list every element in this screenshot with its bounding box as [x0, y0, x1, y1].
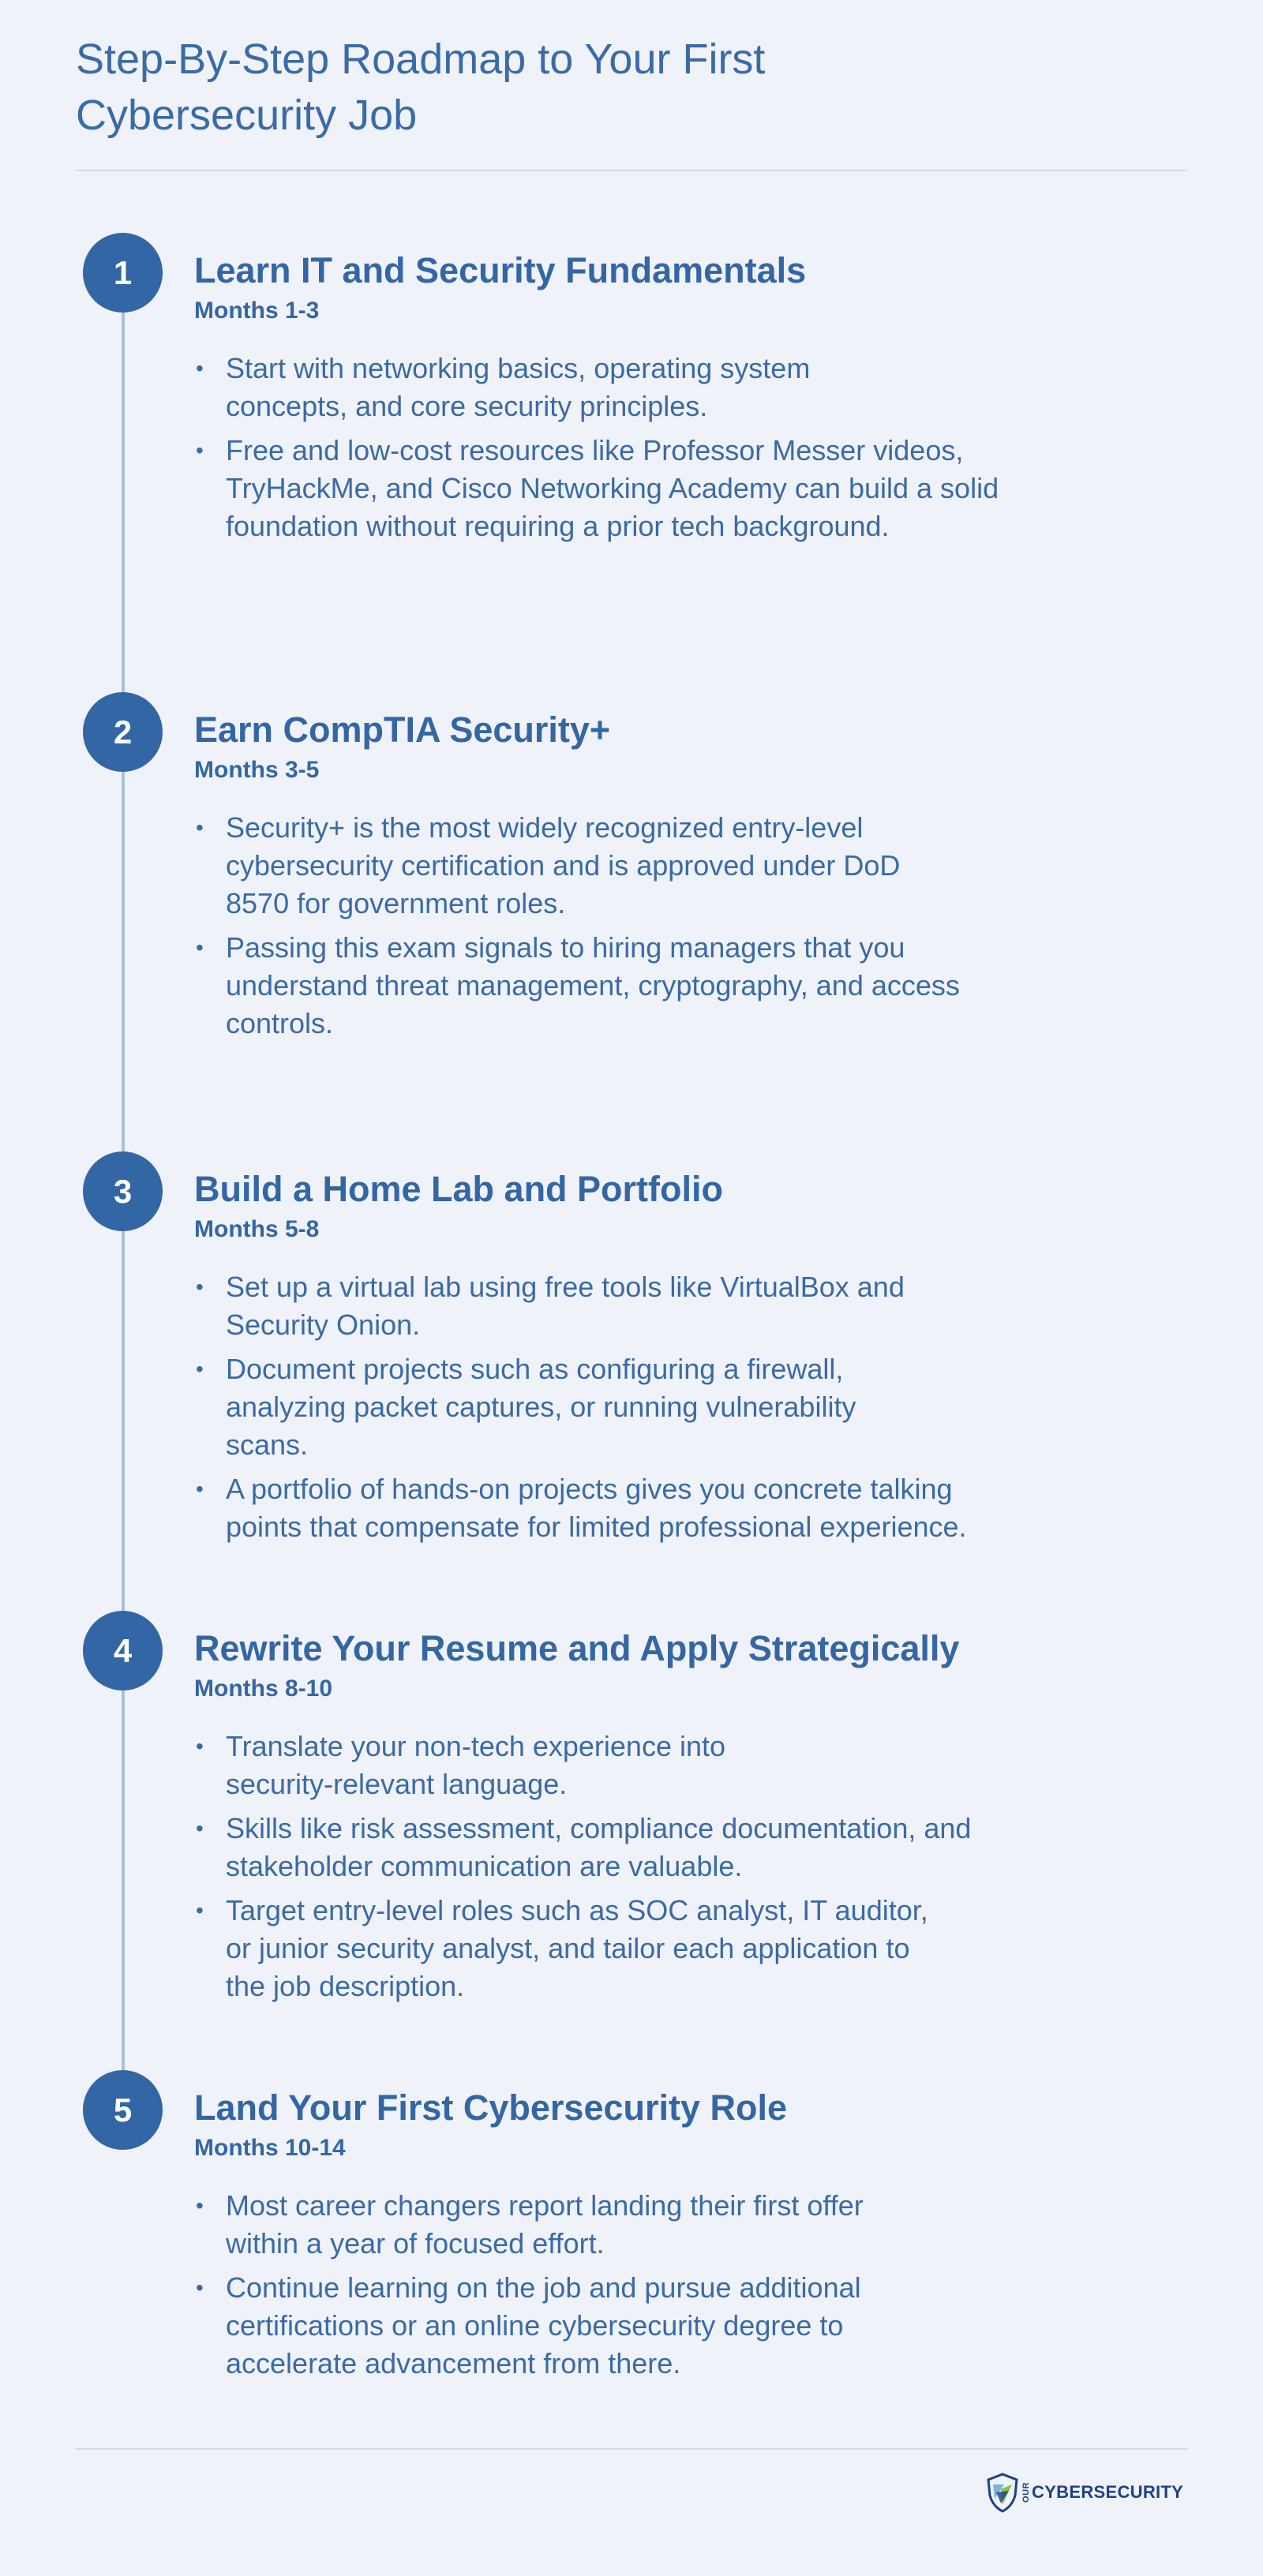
bullet-dot-icon: •	[196, 2275, 204, 2300]
step-bullet: • Continue learning on the job and pursue additional certifications or an online cybersecurity degree to accelerate advancement from there.	[194, 2269, 1031, 2383]
step-number-badge: 5	[83, 2070, 163, 2150]
step-bullet: • Document projects such as configuring a firewall, analyzing packet captures, or running vulnerability scans.	[194, 1350, 1031, 1464]
step-bullet: • Target entry-level roles such as SOC analyst, IT auditor, or junior security analyst, and tailor each application to the job description.	[194, 1892, 1031, 2005]
brand-logo	[985, 2472, 1183, 2513]
step-title: Rewrite Your Resume and Apply Strategically	[194, 1628, 960, 1668]
logo-text: CYBERSECURITY	[1032, 2482, 1184, 2502]
step-bullet-list	[194, 350, 1031, 552]
step-months: Months 1-3	[194, 298, 320, 324]
bullet-dot-icon: •	[196, 1734, 204, 1758]
bullet-dot-icon: •	[196, 1898, 204, 1923]
step-months: Months 10-14	[194, 2135, 346, 2161]
step-months: Months 8-10	[194, 1676, 333, 1702]
bullet-dot-icon: •	[196, 2193, 204, 2218]
bullet-dot-icon: •	[196, 438, 204, 462]
shield-icon	[985, 2472, 1020, 2513]
bullet-dot-icon: •	[196, 1275, 204, 1299]
step-months: Months 5-8	[194, 1216, 320, 1242]
step-number-badge: 2	[83, 692, 163, 772]
step-months: Months 3-5	[194, 757, 320, 783]
step-bullet: • Most career changers report landing their first offer within a year of focused effort.	[194, 2187, 1031, 2263]
bullet-dot-icon: •	[196, 1816, 204, 1840]
step-number-badge: 1	[83, 233, 163, 313]
step-title: Earn CompTIA Security+	[194, 710, 611, 750]
step-bullet: • Skills like risk assessment, compliance documentation, and stakeholder communication are valuable.	[194, 1810, 1031, 1885]
step-bullet: • A portfolio of hands-on projects gives you concrete talking points that compensate for limited professional experience.	[194, 1470, 1031, 1546]
step-bullet-list	[194, 1728, 1031, 2012]
step-number-badge: 3	[83, 1151, 163, 1231]
step-bullet: • Free and low-cost resources like Professor Messer videos, TryHackMe, and Cisco Networking Academy can build a solid foundation without requiring a prior tech background.	[194, 432, 1031, 545]
step-bullet-list	[194, 1268, 1031, 1552]
step-number-badge: 4	[83, 1611, 163, 1690]
bullet-dot-icon: •	[196, 935, 204, 960]
bullet-dot-icon: •	[196, 1357, 204, 1381]
step-bullet: • Translate your non-tech experience into security-relevant language.	[194, 1728, 1031, 1803]
page-title: Step-By-Step Roadmap to Your First Cybersecurity Job	[76, 36, 766, 139]
step-title: Learn IT and Security Fundamentals	[194, 250, 807, 290]
step-title: Land Your First Cybersecurity Role	[194, 2087, 788, 2128]
step-bullet-list	[194, 2187, 1031, 2389]
step-bullet: • Set up a virtual lab using free tools like VirtualBox and Security Onion.	[194, 1268, 1031, 1344]
step-bullet: • Start with networking basics, operating system concepts, and core security principles.	[194, 350, 1031, 425]
bullet-dot-icon: •	[196, 1477, 204, 1501]
step-title: Build a Home Lab and Portfolio	[194, 1169, 724, 1209]
title-divider	[76, 170, 1187, 171]
logo-prefix: OUR	[1021, 2482, 1031, 2503]
step-bullet: • Passing this exam signals to hiring managers that you understand threat management, cryptography, and access controls.	[194, 929, 1031, 1043]
bullet-dot-icon: •	[196, 356, 204, 380]
step-bullet-list	[194, 809, 1031, 1049]
footer-divider	[76, 2448, 1187, 2450]
bullet-dot-icon: •	[196, 815, 204, 840]
step-bullet: • Security+ is the most widely recognized entry-level cybersecurity certification and is approved under DoD 8570 for government roles.	[194, 809, 1031, 923]
